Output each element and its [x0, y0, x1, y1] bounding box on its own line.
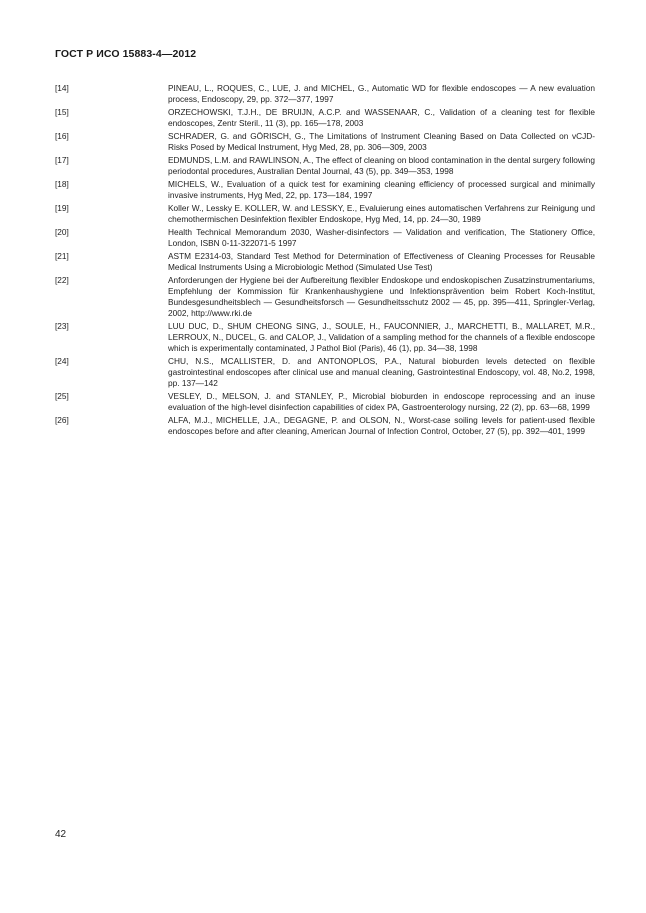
reference-number: [21] — [55, 251, 69, 261]
reference-text: PINEAU, L., ROQUES, C., LUE, J. and MICHEL, G., Automatic WD for flexible endoscopes — A new evaluation process, Endoscopy, 29, pp. 372—377, 1997 — [168, 83, 595, 104]
reference-item — [55, 275, 595, 319]
reference-text: MICHELS, W., Evaluation of a quick test for examining cleaning efficiency of processed surgical and minimally invasive instruments, Hyg Med, 22, pp. 173—184, 1997 — [168, 179, 595, 200]
page-number: 42 — [55, 829, 67, 840]
reference-item — [55, 415, 595, 437]
reference-text: Anforderungen der Hygiene bei der Aufbereitung flexibler Endoskope und endoskopischen Zusatzinstrumentariums, Empfehlung der Kommission für Krankenhaushygiene und Infektionsprävention beim Robert Koch-Institut, Bundesgesundheitsblech — Gesundheitsforsch — Gesundheitsschutz 2002 — 45, pp. 395—411, Springler-Verlag, 2002, http://www.rki.de — [168, 275, 595, 318]
reference-item — [55, 131, 595, 153]
reference-text: ALFA, M.J., MICHELLE, J.A., DEGAGNE, P. and OLSON, N., Worst-case soiling levels for patient-used flexible endoscopes before and after cleaning, American Journal of Infection Control, October, 27 (5), pp. 392—401, 1999 — [168, 415, 595, 436]
reference-number: [26] — [55, 415, 69, 425]
reference-item — [55, 155, 595, 177]
reference-item — [55, 321, 595, 354]
reference-text: CHU, N.S., MCALLISTER, D. and ANTONOPLOS, P.A., Natural bioburden levels detected on flexible gastrointestinal endoscopes after clinical use and manual cleaning, Gastrointestinal Endoscopy, vol. 48, No.2, 1998, pp. 137—142 — [168, 356, 595, 388]
reference-number: [17] — [55, 155, 69, 165]
reference-text: Health Technical Memorandum 2030, Washer-disinfectors — Validation and verification, The Stationery Office, London, ISBN 0-11-322071-5 1997 — [168, 227, 595, 248]
reference-item — [55, 203, 595, 225]
reference-text: LUU DUC, D., SHUM CHEONG SING, J., SOULE, H., FAUCONNIER, J., MARCHETTI, B., MALLARET, M.R., LERROUX, N., DUCEL, G. and CALOP, J., Validation of a sampling method for the channels of a flexible endoscope which is experimentally contaminated, J Pathol Biol (Paris), 46 (1), pp. 34—38, 1998 — [168, 321, 595, 353]
reference-number: [15] — [55, 107, 69, 117]
reference-item — [55, 107, 595, 129]
reference-item — [55, 251, 595, 273]
reference-number: [24] — [55, 356, 69, 366]
reference-number: [18] — [55, 179, 69, 189]
document-header: ГОСТ Р ИСО 15883-4—2012 — [55, 48, 197, 60]
reference-item — [55, 179, 595, 201]
reference-text: ORZECHOWSKI, T.J.H., DE BRUIJN, A.C.P. and WASSENAAR, C., Validation of a cleaning test for flexible endoscopes, Zentr Steril., 11 (3), pp. 165—178, 2003 — [168, 107, 595, 128]
reference-number: [22] — [55, 275, 69, 285]
reference-item — [55, 83, 595, 105]
reference-number: [19] — [55, 203, 69, 213]
reference-number: [20] — [55, 227, 69, 237]
reference-text: VESLEY, D., MELSON, J. and STANLEY, P., Microbial bioburden in endoscope reprocessing and an inuse evaluation of the high-level disinfection capabilities of cidex PA, Gastroenterology nursing, 22 (2), pp. 63—68, 1999 — [168, 391, 595, 412]
reference-item — [55, 356, 595, 389]
reference-text: SCHRADER, G. and GÖRISCH, G., The Limitations of Instrument Cleaning Based on Data Collected on vCJD-Risks Posed by Medical Instrument, Hyg Med, 28, pp. 306—309, 2003 — [168, 131, 595, 152]
reference-number: [14] — [55, 83, 69, 93]
reference-list — [55, 83, 595, 439]
reference-text: EDMUNDS, L.M. and RAWLINSON, A., The effect of cleaning on blood contamination in the dental surgery following periodontal procedures, Australian Dental Journal, 43 (5), pp. 349—353, 1998 — [168, 155, 595, 176]
reference-number: [25] — [55, 391, 69, 401]
reference-item — [55, 391, 595, 413]
reference-number: [16] — [55, 131, 69, 141]
reference-item — [55, 227, 595, 249]
reference-text: Koller W., Lessky E. KOLLER, W. and LESSKY, E., Evaluierung eines automatischen Verfahrens zur Reinigung und chemothermischen Desinfektion flexibler Endoskope, Hyg Med, 14, pp. 24—30, 1989 — [168, 203, 595, 224]
reference-text: ASTM E2314-03, Standard Test Method for Determination of Effectiveness of Cleaning Processes for Reusable Medical Instruments Using a Microbiologic Method (Simulated Use Test) — [168, 251, 595, 272]
reference-number: [23] — [55, 321, 69, 331]
